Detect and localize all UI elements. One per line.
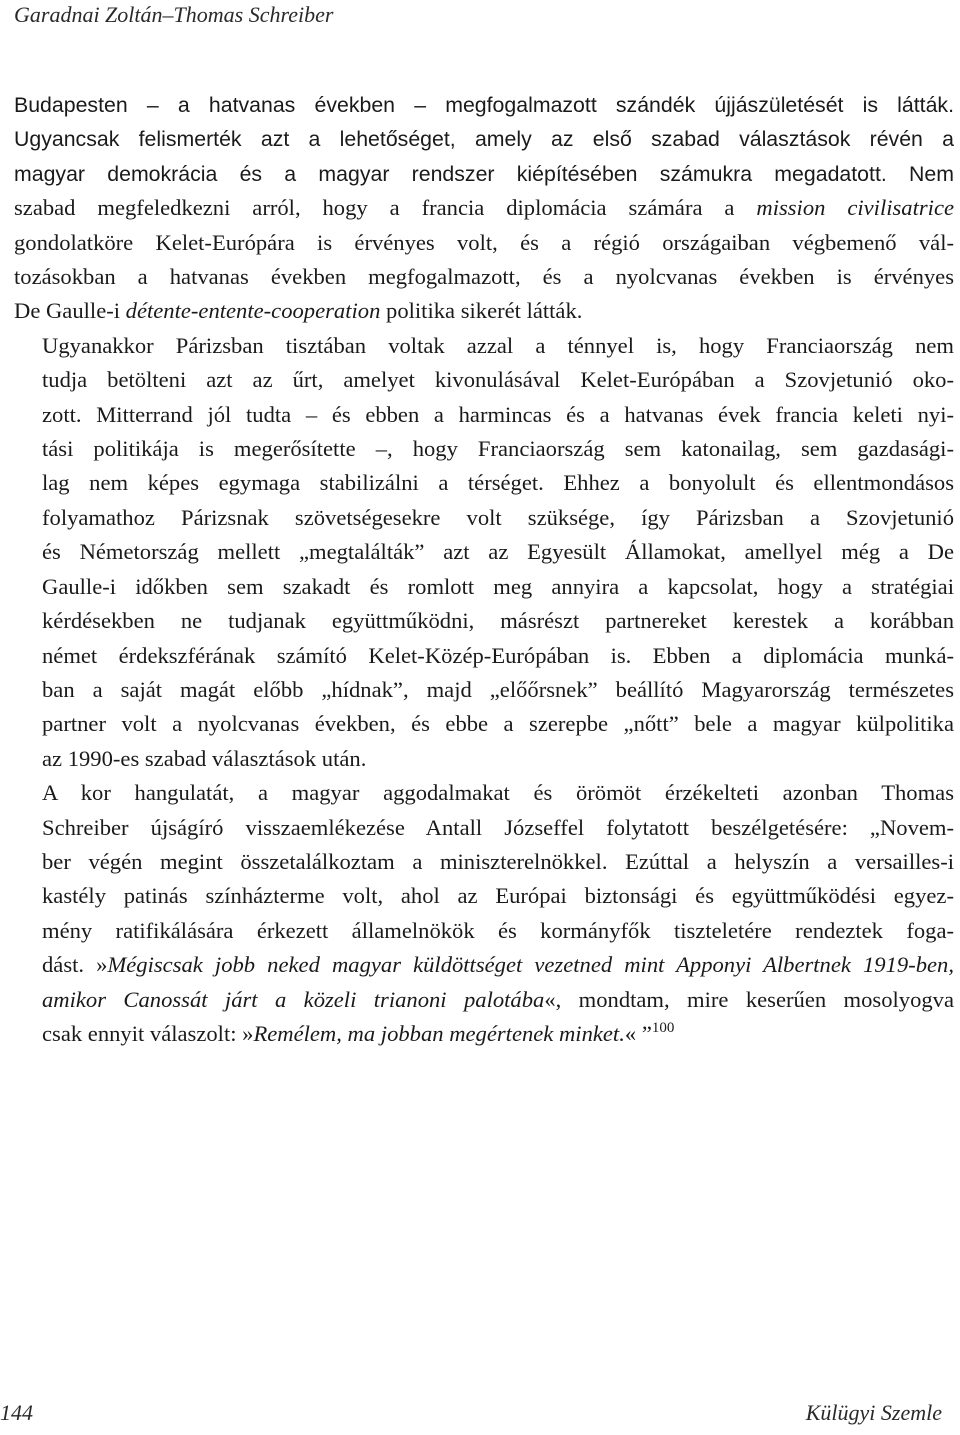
text-run: tozásokban a hatvanas években megfogalmazott, és a nyolcvanas években is érvényes [14,264,954,290]
text-run: ber végén megint összetalálkoztam a miniszterelnökkel. Ezúttal a helyszín a versailles-i [42,848,954,874]
text-line [14,226,954,260]
text-line [14,742,954,776]
text-run: lag nem képes egymaga stabilizálni a térséget. Ehhez a bonyolult és ellentmondásos [42,470,954,496]
text-line [14,639,954,673]
text-line [14,1017,954,1051]
text-run: Schreiber újságíró visszaemlékezése Antall Józseffel folytatott beszélgetésére: „Novem- [42,814,954,840]
text-line [14,673,954,707]
text-run: magyar demokrácia és a magyar rendszer kiépítésében számukra megadatott. Nem [14,161,954,186]
paragraph [14,329,954,776]
text-run: tudja betölteni azt az űrt, amelyet kivonulásával Kelet-Európában a Szovjetunió oko- [42,367,954,393]
text-line [14,879,954,913]
text-line [14,914,954,948]
text-run: De Gaulle-i [14,298,126,324]
text-line [14,845,954,879]
text-run: politika sikerét látták. [380,298,583,324]
text-run: német érdekszférának számító Kelet-Közép-Európában is. Ebben a diplomácia munká- [42,642,954,668]
text-line [14,157,954,191]
text-run: A kor hangulatát, a magyar aggodalmakat és örömöt érzékelteti azonban Thomas [42,780,954,806]
text-run: kastély patinás színházterme volt, ahol az Európai biztonsági és együttműködési egyez- [42,883,954,909]
text-line [14,260,954,294]
text-line [14,363,954,397]
text-line [14,329,954,363]
article-body [14,88,954,1051]
italic-text: Remélem, ma jobban megértenek minket. [253,1020,625,1046]
text-run: gondolatköre Kelet-Európára is érvényes volt, és a régió országaiban végbemenő vál- [14,229,954,255]
text-line [14,707,954,741]
text-run: Budapesten – a hatvanas években – megfogalmazott szándék újjászületését is látták. [14,93,954,117]
text-line [14,398,954,432]
text-line [14,88,954,122]
text-line [14,501,954,535]
text-line [14,811,954,845]
text-line [14,432,954,466]
text-line [14,122,954,156]
italic-text: mission civilisatrice [756,195,955,221]
journal-title: Külügyi Szemle [805,1400,942,1425]
footnote-reference: 100 [651,1019,675,1036]
text-run: Gaulle-i időkben sem szakadt és romlott meg annyira a kapcsolat, hogy a stratégiai [42,573,954,599]
text-run: «, mondtam, mire keserűen mosolyogva [544,986,954,1012]
text-run: az 1990-es szabad választások után. [42,745,367,771]
text-run: dást. » [42,952,108,978]
text-run: szabad megfeledkezni arról, hogy a francia diplomácia számára a [14,195,757,221]
text-line [14,776,954,810]
italic-text: Mégiscsak jobb neked magyar küldöttséget vezetned mint Apponyi Albertnek 1919-ben, [107,952,954,978]
text-run: partner volt a nyolcvanas években, és ebbe a szerepbe „nőtt” bele a magyar külpolitika [42,711,954,737]
italic-text: détente-entente-cooperation [125,298,381,324]
text-line [14,983,954,1017]
text-run: ban a saját magát előbb „hídnak”, majd „előőrsnek” beállító Magyarország természetes [42,676,954,702]
page-number: 144 [0,1400,33,1425]
text-line [14,570,954,604]
text-line [14,948,954,982]
text-line [14,535,954,569]
running-head: Garadnai Zoltán–Thomas Schreiber [14,2,334,27]
text-run: csak ennyit válaszolt: » [42,1020,254,1046]
italic-text: amikor Canossát járt a közeli trianoni palotába [42,986,545,1012]
text-line [14,466,954,500]
text-run: és Németország mellett „megtalálták” azt az Egyesült Államokat, amellyel még a De [42,539,954,565]
text-line [14,191,954,225]
text-line [14,294,954,328]
text-run: « ” [624,1020,652,1046]
text-line [14,604,954,638]
paragraph [14,776,954,1051]
text-run: mény ratifikálására érkezett államelnökök és kormányfők tiszteletére rendeztek foga- [42,917,954,943]
text-run: kérdésekben ne tudjanak együttműködni, másrészt partnereket kerestek a korábban [42,608,954,634]
text-run: Ugyanakkor Párizsban tisztában voltak azzal a ténnyel is, hogy Franciaország nem [42,332,954,358]
text-run: tási politikája is megerősítette –, hogy Franciaország sem katonailag, sem gazdasági- [42,436,954,462]
paragraph [14,88,954,329]
text-run: Ugyancsak felismerték azt a lehetőséget, amely az első szabad választások révén a [14,127,954,152]
text-run: zott. Mitterrand jól tudta – és ebben a harmincas és a hatvanas évek francia keleti nyi- [42,401,954,427]
text-run: folyamathoz Párizsnak szövetségesekre volt szüksége, így Párizsban a Szovjetunió [42,504,954,530]
